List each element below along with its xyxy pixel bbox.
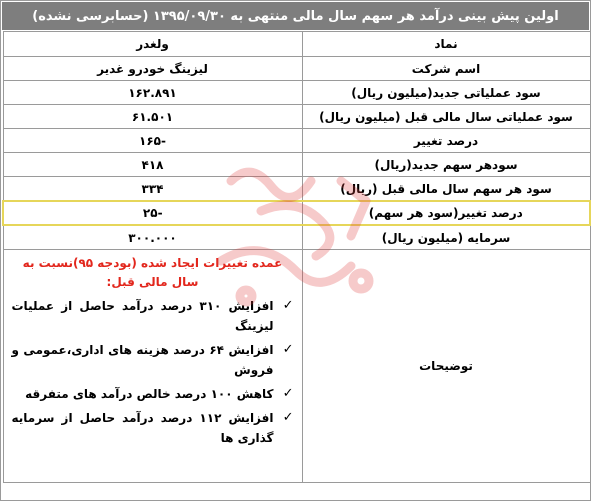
table-row-notes	[3, 250, 590, 483]
row-label: اسم شرکت	[302, 57, 590, 81]
row-value: ۴۱۸	[3, 153, 302, 177]
list-item	[12, 296, 294, 336]
list-item-text: کاهش ۱۰۰ درصد خالص درآمد های متفرقه	[25, 387, 274, 401]
table-row-capital	[3, 225, 590, 250]
notes-content	[3, 250, 302, 483]
check-icon: ✓	[282, 386, 294, 401]
table-row-change-percent	[3, 129, 590, 153]
list-item	[12, 384, 294, 404]
notes-heading: عمده تغییرات ایجاد شده (بودجه ۹۵)نسبت به سال مالی قبل:	[22, 256, 283, 289]
table-row-prev-eps	[3, 177, 590, 202]
check-icon: ✓	[282, 342, 294, 357]
list-item-text: افزایش ۱۱۲ درصد درآمد حاصل از سرمایه گذاری ها	[11, 411, 274, 445]
eps-table	[2, 31, 591, 483]
row-label: سود هر سهم سال مالی قبل (ریال)	[302, 177, 590, 202]
table-row-new-operating-profit	[3, 81, 590, 105]
row-label: سرمایه (میلیون ریال)	[302, 225, 590, 250]
row-label: درصد تغییر	[302, 129, 590, 153]
row-label: سودهر سهم جدید(ریال)	[302, 153, 590, 177]
row-value: لیزینگ خودرو غدیر	[3, 57, 302, 81]
check-icon: ✓	[282, 298, 294, 313]
table-row-new-eps	[3, 153, 590, 177]
table-row-company	[3, 57, 590, 81]
row-value: ۳۰۰.۰۰۰	[3, 225, 302, 250]
table-row-prev-operating-profit	[3, 105, 590, 129]
row-value: -۱۶۵	[3, 129, 302, 153]
table-row-eps-change-highlighted	[3, 201, 590, 225]
header-label: نماد	[302, 32, 590, 57]
list-item	[12, 340, 294, 380]
check-icon: ✓	[282, 410, 294, 425]
table-header-row	[3, 32, 590, 57]
row-value: ۶۱.۵۰۱	[3, 105, 302, 129]
row-label: درصد تغییر(سود هر سهم)	[302, 201, 590, 225]
list-item	[12, 408, 294, 448]
notes-list	[12, 296, 294, 448]
row-value: ۳۳۴	[3, 177, 302, 202]
row-value: -۲۵	[3, 201, 302, 225]
list-item-text: افزایش ۶۴ درصد هزینه های اداری،عمومی و فروش	[11, 343, 274, 377]
row-label: سود عملیاتی جدید(میلیون ریال)	[302, 81, 590, 105]
header-value: ولغدر	[3, 32, 302, 57]
list-item-text: افزایش ۳۱۰ درصد درآمد حاصل از عملیات لیزینگ	[11, 299, 274, 333]
table-title: اولین پیش بینی درآمد هر سهم سال مالی منتهی به ۱۳۹۵/۰۹/۳۰ (حسابرسی نشده)	[2, 2, 589, 30]
row-label: سود عملیاتی سال مالی قبل (میلیون ریال)	[302, 105, 590, 129]
notes-label: توضیحات	[302, 250, 590, 483]
row-value: ۱۶۲.۸۹۱	[3, 81, 302, 105]
